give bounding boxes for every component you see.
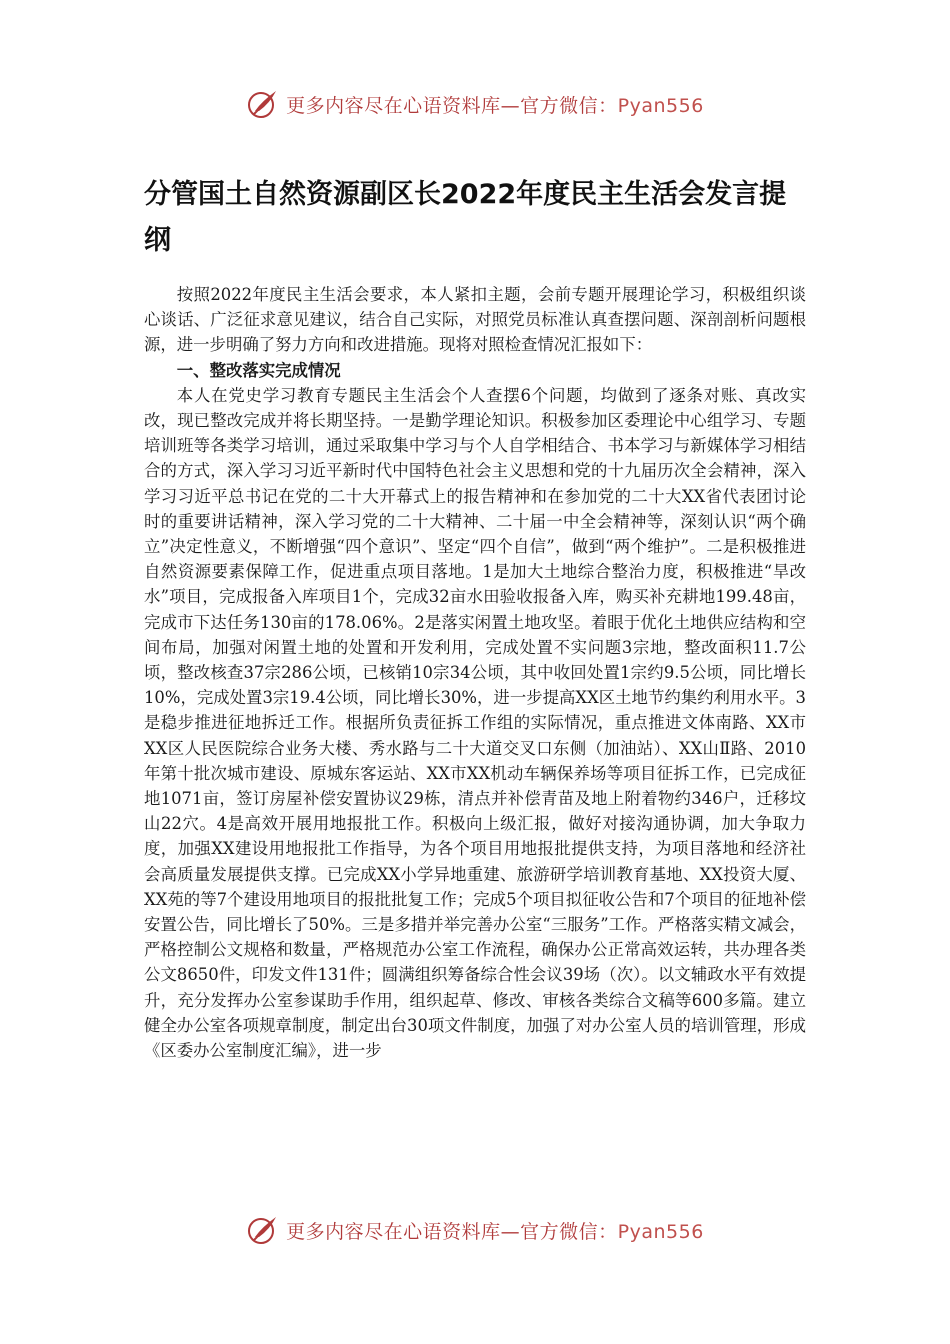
header-banner — [0, 84, 950, 124]
banner-slogan: 更多内容尽在心语资料库—官方微信： — [286, 1220, 618, 1243]
banner-text — [286, 1217, 704, 1244]
quill-logo-icon — [246, 87, 280, 121]
footer-banner — [0, 1210, 950, 1250]
document-title: 分管国土自然资源副区长2022年度民主生活会发言提纲 — [144, 179, 787, 256]
banner-text — [286, 91, 704, 118]
intro-paragraph: 按照2022年度民主生活会要求，本人紧扣主题，会前专题开展理论学习，积极组织谈心谈话、广泛征求意见建议，结合自己实际，对照党员标准认真查摆问题、深剖剖析问题根源，进一步明确了努力方向和改进措施。现将对照检查情况汇报如下： — [144, 285, 806, 355]
banner-slogan: 更多内容尽在心语资料库—官方微信： — [286, 94, 618, 117]
quill-logo-icon — [246, 1213, 280, 1247]
banner-wechat-id: Pyan556 — [617, 94, 704, 117]
section-body-paragraph: 本人在党史学习教育专题民主生活会个人查摆6个问题，均做到了逐条对账、真改实改，现已整改完成并将长期坚持。一是勤学理论知识。积极参加区委理论中心组学习、专题培训班等各类学习培训，通过采取集中学习与个人自学相结合、书本学习与新媒体学习相结合的方式，深入学习习近平新时代中国特色社会主义思想和党的十九届历次全会精神，深入学习习近平总书记在党的二十大开幕式上的报告精神和在参加党的二十大XX省代表团讨论时的重要讲话精神，深入学习党的二十大精神、二十届一中全会精神等，深刻认识“两个确立”决定性意义，不断增强“四个意识”、坚定“四个自信”，做到“两个维护”。二是积极推进自然资源要素保障工作，促进重点项目落地。1是加大土地综合整治力度，积极推进“旱改水”项目，完成报备入库项目1个，完成32亩水田验收报备入库，购买补充耕地199.48亩，完成市下达任务130亩的178.06%。2是落实闲置土地攻坚。着眼于优化土地供应结构和空间布局，加强对闲置土地的处置和开发利用，完成处置不实问题3宗地，整改面积11.7公顷，整改核查37宗286公顷，已核销10宗34公顷，其中收回处置1宗约9.5公顷，同比增长10%，完成处置3宗19.4公顷，同比增长30%，进一步提高XX区土地节约集约利用水平。3是稳步推进征地拆迁工作。根据所负责征拆工作组的实际情况，重点推进文体南路、XX市XX区人民医院综合业务大楼、秀水路与二十大道交叉口东侧（加油站）、XX山Ⅱ路、2010年第十批次城市建设、原城东客运站、XX市XX机动车辆保养场等项目征拆工作，已完成征地1071亩，签订房屋补偿安置协议29栋，清点并补偿青苗及地上附着物约346户，迁移坟山22穴。4是高效开展用地报批工作。积极向上级汇报，做好对接沟通协调，加大争取力度，加强XX建设用地报批工作指导，为各个项目用地报批提供支持，为项目落地和经济社会高质量发展提供支撑。已完成XX小学异地重建、旅游研学培训教育基地、XX投资大厦、XX苑的等7个建设用地项目的报批批复工作；完成5个项目拟征收公告和7个项目的征地补偿安置公告，同比增长了50%。三是多措并举完善办公室“三服务”工作。严格落实精文减会，严格控制公文规格和数量，严格规范办公室工作流程，确保办公正常高效运转，共办理各类公文8650件，印发文件131件；圆满组织筹备综合性会议39场（次）。以文辅政水平有效提升，充分发挥办公室参谋助手作用，组织起草、修改、审核各类综合文稿等600多篇。建立健全办公室各项规章制度，制定出台30项文件制度，加强了对办公室人员的培训管理，形成《区委办公室制度汇编》，进一步 — [144, 385, 806, 1061]
banner-wechat-id: Pyan556 — [617, 1220, 704, 1243]
document-body — [144, 282, 806, 1063]
section-heading: 一、整改落实完成情况 — [176, 360, 341, 380]
